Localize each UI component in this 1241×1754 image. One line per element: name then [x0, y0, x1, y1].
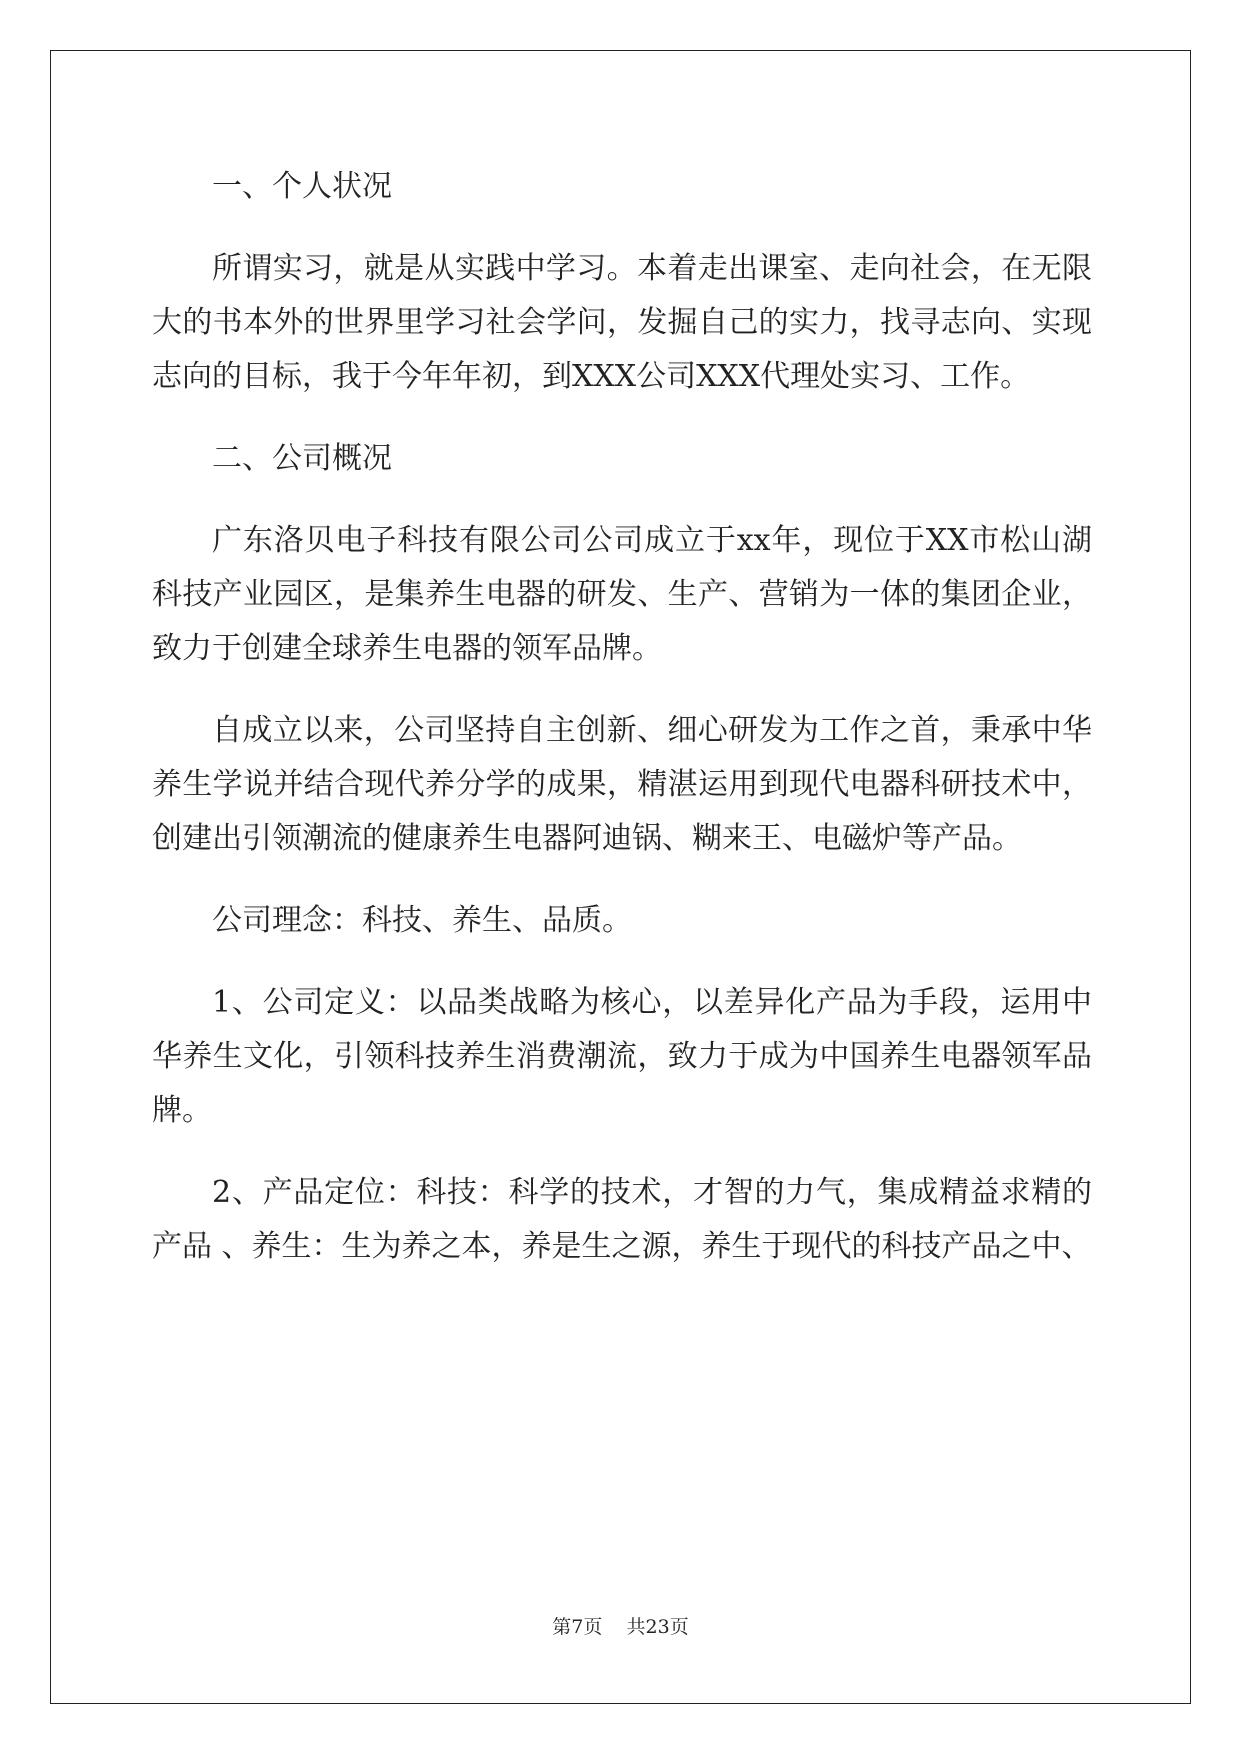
paragraph-company-history: 自成立以来，公司坚持自主创新、细心研发为工作之首，秉承中华养生学说并结合现代养分学的成果，精湛运用到现代电器科研技术中，创建出引领潮流的健康养生电器阿迪锅、糊来王、电磁炉等产品。	[152, 713, 1092, 856]
paragraph-internship: 所谓实习，就是从实践中学习。本着走出课室、走向社会，在无限大的书本外的世界里学习社会学问，发掘自己的实力，找寻志向、实现志向的目标，我于今年年初，到XXX公司XXX代理处实习、工作。	[152, 251, 1092, 394]
page-number: 第7页	[552, 1616, 603, 1638]
page-total: 共23页	[626, 1616, 689, 1638]
paragraph-company-intro: 广东洛贝电子科技有限公司公司成立于xx年，现位于XX市松山湖科技产业园区，是集养生电器的研发、生产、营销为一体的集团企业，致力于创建全球养生电器的领军品牌。	[152, 523, 1092, 666]
section-heading-company: 二、公司概况	[212, 441, 392, 476]
page-footer	[0, 1612, 1241, 1639]
section-heading-personal: 一、个人状况	[212, 169, 392, 204]
paragraph-company-definition: 1、公司定义：以品类战略为核心，以差异化产品为手段，运用中华养生文化，引领科技养生消费潮流，致力于成为中国养生电器领军品牌。	[152, 985, 1092, 1128]
paragraph-company-philosophy: 公司理念：科技、养生、品质。	[212, 903, 632, 938]
document-body	[152, 160, 1092, 1274]
paragraph-product-positioning: 2、产品定位：科技：科学的技术，才智的力气，集成精益求精的产品 、养生：生为养之本，养是生之源，养生于现代的科技产品之中、	[152, 1175, 1092, 1264]
